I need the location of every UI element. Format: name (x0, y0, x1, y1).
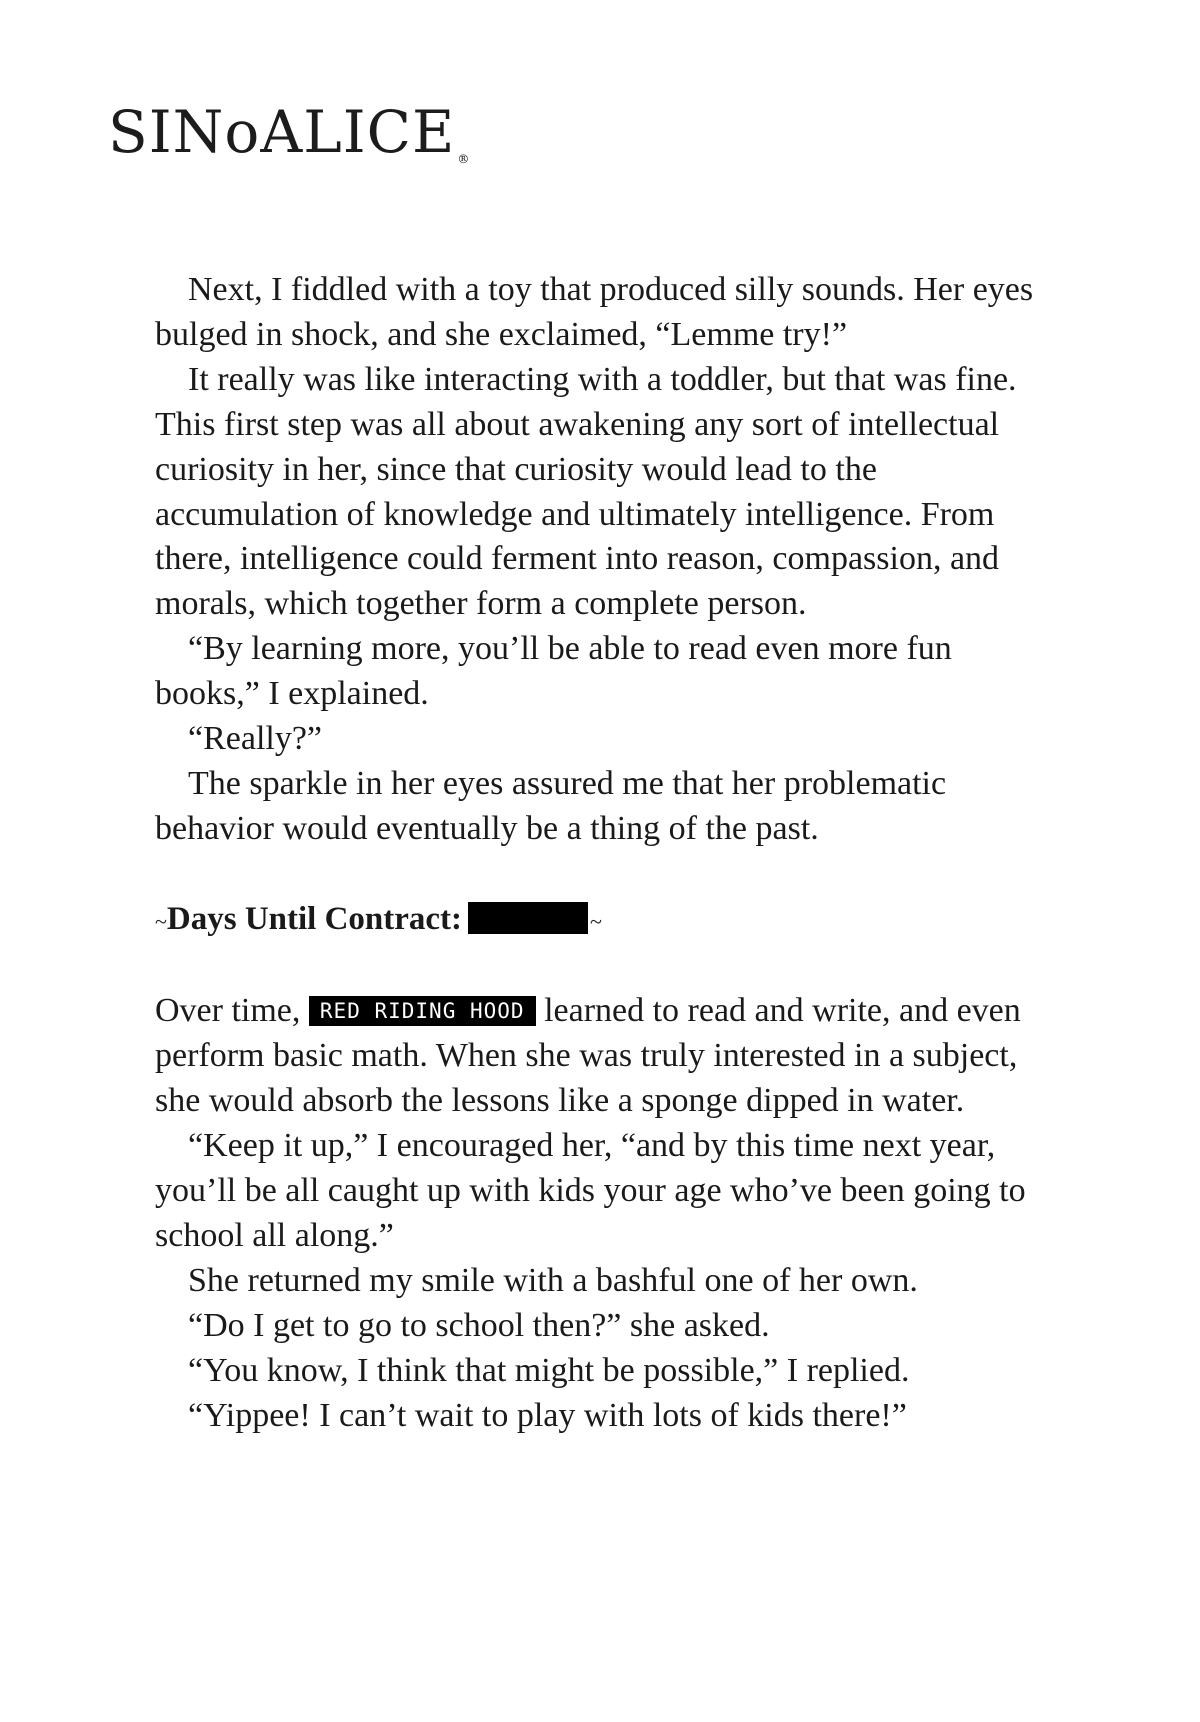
section-gap (155, 945, 1055, 990)
paragraph-2: It really was like interacting with a toddler, but that was fine. This first step was all about awakening any sort of intellectual curiosity in her, since that curiosity would lead to the accumulation of knowledge and ultimately intelligence. From there, intelligence could ferment into reason, compassion, and morals, which together form a complete person. (155, 360, 1017, 623)
paragraph-7: “Keep it up,” I encouraged her, “and by this time next year, you’ll be all caught up with kids your age who’ve been going to school all along.” (155, 1127, 1026, 1254)
paragraph-4: “Really?” (188, 720, 323, 758)
paragraph-10: “You know, I think that might be possible,” I replied. (188, 1351, 910, 1389)
paragraph-11: “Yippee! I can’t wait to play with lots of kids there!” (188, 1396, 907, 1434)
redaction-bar (468, 902, 588, 934)
section-gap (155, 852, 1055, 897)
sinoalice-logo (108, 98, 470, 166)
paragraph-9: “Do I get to go to school then?” she asked. (188, 1306, 770, 1344)
paragraph-8: She returned my smile with a bashful one of her own. (188, 1261, 918, 1299)
name-tag-redacted: RED RIDING HOOD (309, 996, 536, 1026)
logo-text: SINoALICE (108, 98, 456, 166)
paragraph-6-start: Over time, (155, 992, 309, 1030)
heading-prefix: ~ (155, 908, 167, 934)
paragraph-6 (155, 989, 1055, 1124)
heading-suffix: ~ (590, 908, 602, 934)
page-body (155, 268, 1055, 1439)
paragraph-6-end: learned to read and write, and even perform basic math. When she was truly interested in a subject, she would absorb the lessons like a sponge dipped in water. (155, 992, 1021, 1120)
paragraph-3: “By learning more, you’ll be able to read even more fun books,” I explained. (155, 630, 952, 713)
paragraph-1: Next, I fiddled with a toy that produced silly sounds. Her eyes bulged in shock, and she exclaimed, “Lemme try!” (155, 271, 1034, 353)
section-heading (155, 897, 1055, 945)
paragraph-5: The sparkle in her eyes assured me that her problematic behavior would eventually be a thing of the past. (155, 764, 947, 847)
registered-mark: ® (457, 152, 471, 166)
heading-text: Days Until Contract: (166, 900, 463, 937)
